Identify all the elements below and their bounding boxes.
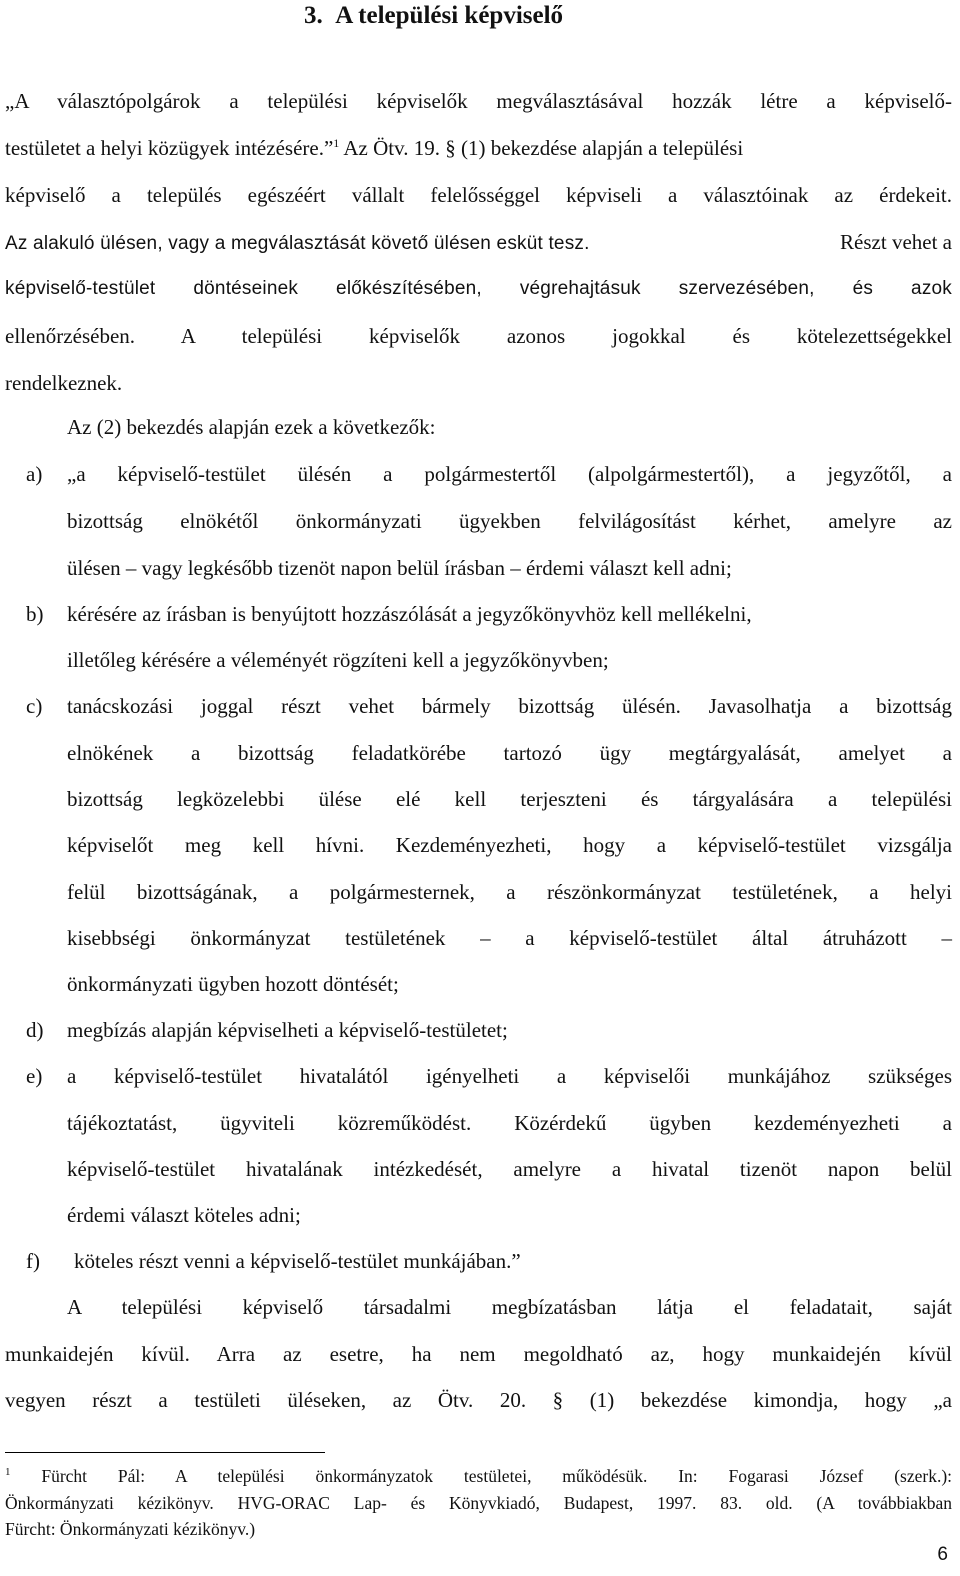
item-c-line-4: képviselőt meg kell hívni. Kezdeményezheti, hogy a képviselő-testület vizsgálja: [67, 833, 952, 857]
intro-line-1: „A választópolgárok a települési képviselők megválasztásával hozzák létre a képviselő-: [5, 89, 952, 113]
intro-line-5: képviselő-testület döntéseinek előkészítésében, végrehajtásuk szervezésében, és azok: [5, 278, 952, 299]
closing-line-2: munkaidején kívül. Arra az esetre, ha nem megoldható az, hogy munkaidején kívül: [5, 1342, 952, 1366]
item-d-line-1: megbízás alapján képviselheti a képviselő-testületet;: [67, 1018, 508, 1042]
footnote-reference[interactable]: 1: [333, 136, 340, 150]
item-c-line-3: bizottság legközelebbi ülése elé kell terjeszteni és tárgyalására a települési: [67, 787, 952, 811]
footnote-separator: [5, 1452, 325, 1453]
item-a-line-3: ülésen – vagy legkésőbb tizenöt napon belül írásban – érdemi választ kell adni;: [67, 556, 732, 580]
intro-line-2-rest: Az Ötv. 19. § (1) bekezdése alapján a települési: [339, 136, 744, 160]
item-c-line-1: tanácskozási joggal részt vehet bármely bizottság ülésén. Javasolhatja a bizottság: [67, 694, 952, 718]
footnote-line-3: Fürcht: Önkormányzati kézikönyv.): [5, 1519, 256, 1539]
item-label-c: c): [26, 694, 43, 718]
list-intro: Az (2) bekezdés alapján ezek a következők:: [67, 415, 436, 439]
item-b-line-1: kérésére az írásban is benyújtott hozzászólását a jegyzőkönyvhöz kell mellékelni,: [67, 602, 752, 626]
item-e-line-3: képviselő-testület hivatalának intézkedését, amelyre a hivatal tizenöt napon belül: [67, 1157, 952, 1181]
section-heading: [304, 0, 563, 32]
footnote-line-1: [5, 1465, 952, 1487]
item-e-line-2: tájékoztatást, ügyviteli közreműködést. Közérdekű ügyben kezdeményezheti a: [67, 1111, 952, 1135]
item-c-line-2: elnökének a bizottság feladatkörébe tartozó ügy megtárgyalását, amelyet a: [67, 741, 952, 765]
intro-line-3: képviselő a település egészéért vállalt felelősséggel képviseli a választóinak az érdekeit.: [5, 183, 952, 207]
page-number: 6: [937, 1544, 948, 1565]
section-title: A települési képviselő: [335, 2, 564, 29]
item-label-a: a): [26, 462, 43, 486]
item-f-line-1: köteles részt venni a képviselő-testület munkájában.”: [74, 1249, 521, 1273]
closing-line-3: vegyen részt a testületi üléseken, az Ötv. 20. § (1) bekezdése kimondja, hogy „a: [5, 1388, 952, 1412]
item-c-line-6: kisebbségi önkormányzat testületének – a képviselő-testület által átruházott –: [67, 926, 952, 950]
item-a-line-2: bizottság elnökétől önkormányzati ügyekben felvilágosítást kérhet, amelyre az: [67, 509, 952, 533]
footnote-line-1-text: Fürcht Pál: A települési önkormányzatok testületei, működésük. In: Fogarasi József (szerk.):: [41, 1466, 953, 1486]
item-label-d: d): [26, 1018, 44, 1042]
intro-line-6: ellenőrzésében. A települési képviselők azonos jogokkal és kötelezettségekkel: [5, 324, 952, 348]
item-c-line-7: önkormányzati ügyben hozott döntését;: [67, 972, 399, 996]
intro-line-7: rendelkeznek.: [5, 371, 123, 395]
footnote-line-2: Önkormányzati kézikönyv. HVG-ORAC Lap- és Könyvkiadó, Budapest, 1997. 83. old. (A továbbiakban: [5, 1493, 952, 1513]
intro-line-2-text: testületet a helyi közügyek intézésére.”: [5, 136, 334, 160]
item-b-line-2: illetőleg kérésére a véleményét rögzíteni kell a jegyzőkönyvben;: [67, 648, 609, 672]
item-c-line-5: felül bizottságának, a polgármesternek, a részönkormányzat testületének, a helyi: [67, 880, 952, 904]
intro-line-4: [5, 229, 952, 257]
intro-line-4-rest: Részt vehet a: [840, 230, 952, 254]
item-label-e: e): [26, 1064, 43, 1088]
footnote-number: 1: [5, 1466, 11, 1479]
item-e-line-4: érdemi választ köteles adni;: [67, 1203, 301, 1227]
item-e-line-1: a képviselő-testület hivatalától igényelheti a képviselői munkájához szükséges: [67, 1064, 952, 1088]
item-label-b: b): [26, 602, 44, 626]
item-label-f: f): [26, 1249, 40, 1273]
intro-line-2: [5, 135, 952, 161]
closing-line-1: A települési képviselő társadalmi megbízatásban látja el feladatait, saját: [67, 1295, 952, 1319]
intro-line-4-text: Az alakuló ülésen, vagy a megválasztását követő ülésen esküt tesz.: [5, 233, 590, 254]
section-number: 3.: [304, 2, 323, 29]
item-a-line-1: „a képviselő-testület ülésén a polgármestertől (alpolgármestertől), a jegyzőtől, a: [67, 462, 952, 486]
